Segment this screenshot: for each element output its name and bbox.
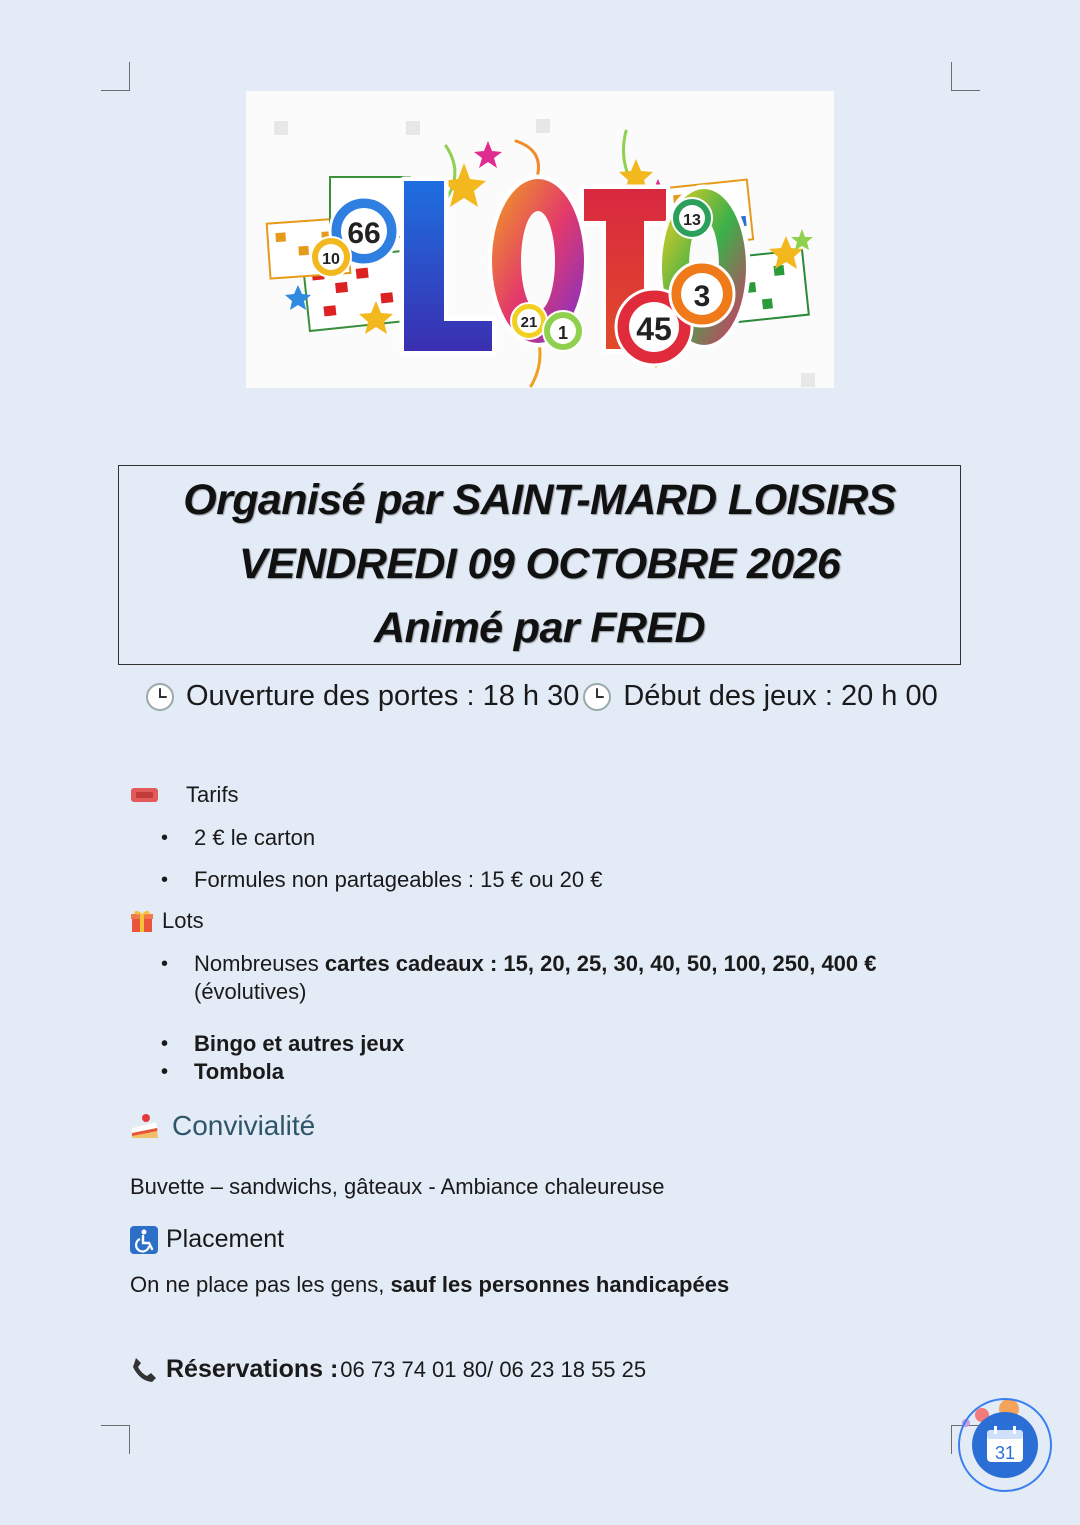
tarifs-list: [161, 824, 603, 894]
list-item: [161, 950, 921, 1006]
list-item: • Tombola: [161, 1058, 404, 1086]
date-line: VENDREDI 09 OCTOBRE 2026: [238, 539, 841, 588]
tarifs-heading: [130, 782, 239, 808]
lots-heading: [130, 908, 204, 934]
loto-banner-image: [246, 91, 834, 388]
convivialite-text: Buvette – sandwichs, gâteaux - Ambiance chaleureuse: [130, 1174, 665, 1199]
list-item: • Formules non partageables : 15 € ou 20 €: [161, 866, 603, 894]
calendar-floating-button[interactable]: [955, 1397, 1052, 1494]
gift-values: : 15, 20, 25, 30, 40, 50, 100, 250, 400 €: [489, 951, 877, 976]
ball-3: [670, 262, 734, 326]
ticket-icon: [130, 784, 160, 806]
svg-text:10: 10: [322, 251, 340, 268]
ball-13: [672, 198, 712, 238]
gift-note: (évolutives): [194, 979, 307, 1004]
list-item: • 2 € le carton: [161, 824, 603, 852]
ball-21: [511, 303, 547, 339]
svg-text:45: 45: [636, 311, 672, 347]
svg-text:66: 66: [347, 217, 381, 250]
placement-text: [130, 1272, 729, 1298]
list-item: • Bingo et autres jeux: [161, 1030, 404, 1058]
clock-icon: [145, 682, 175, 712]
svg-text:1: 1: [557, 323, 569, 343]
lots-list: [161, 1030, 404, 1086]
gift-prefix: Nombreuses: [194, 951, 319, 976]
convivialite-heading: [130, 1110, 315, 1142]
hours-line: [145, 680, 938, 713]
wheelchair-icon: [130, 1226, 158, 1254]
gift-icon: [130, 908, 154, 934]
lots-title: Lots: [162, 908, 204, 933]
crop-mark-top-right: [951, 62, 980, 91]
opening-time: Ouverture des portes : 18 h 30: [186, 680, 580, 712]
tarifs-title: Tarifs: [186, 782, 239, 807]
phone-icon: [130, 1356, 160, 1384]
crop-mark-bottom-left: [101, 1425, 130, 1454]
ball-10: [311, 237, 351, 277]
gift-bold: cartes cadeaux: [324, 951, 484, 976]
event-title-box: [118, 465, 961, 665]
placement-text-normal: On ne place pas les gens,: [130, 1272, 385, 1297]
host-line: Animé par FRED: [374, 603, 705, 652]
cake-icon: [130, 1110, 160, 1142]
organizer-line: Organisé par SAINT-MARD LOISIRS: [183, 475, 896, 524]
ball-1: [543, 311, 583, 351]
start-time: Début des jeux : 20 h 00: [623, 680, 938, 712]
svg-text:3: 3: [693, 280, 711, 313]
placement-heading: [130, 1225, 284, 1254]
convivialite-title: Convivialité: [172, 1110, 316, 1141]
calendar-day: 31: [994, 1443, 1016, 1463]
reservations-line: [130, 1355, 646, 1384]
crop-mark-top-left: [101, 62, 130, 91]
placement-text-bold: sauf les personnes handicapées: [390, 1272, 730, 1297]
reservations-phones[interactable]: 06 73 74 01 80/ 06 23 18 55 25: [340, 1356, 647, 1382]
reservations-label: Réservations :: [166, 1355, 339, 1383]
svg-text:21: 21: [520, 314, 538, 331]
placement-title: Placement: [166, 1225, 285, 1253]
clock-icon: [582, 682, 612, 712]
svg-text:13: 13: [683, 212, 701, 229]
lots-gift-list: [161, 950, 921, 1006]
